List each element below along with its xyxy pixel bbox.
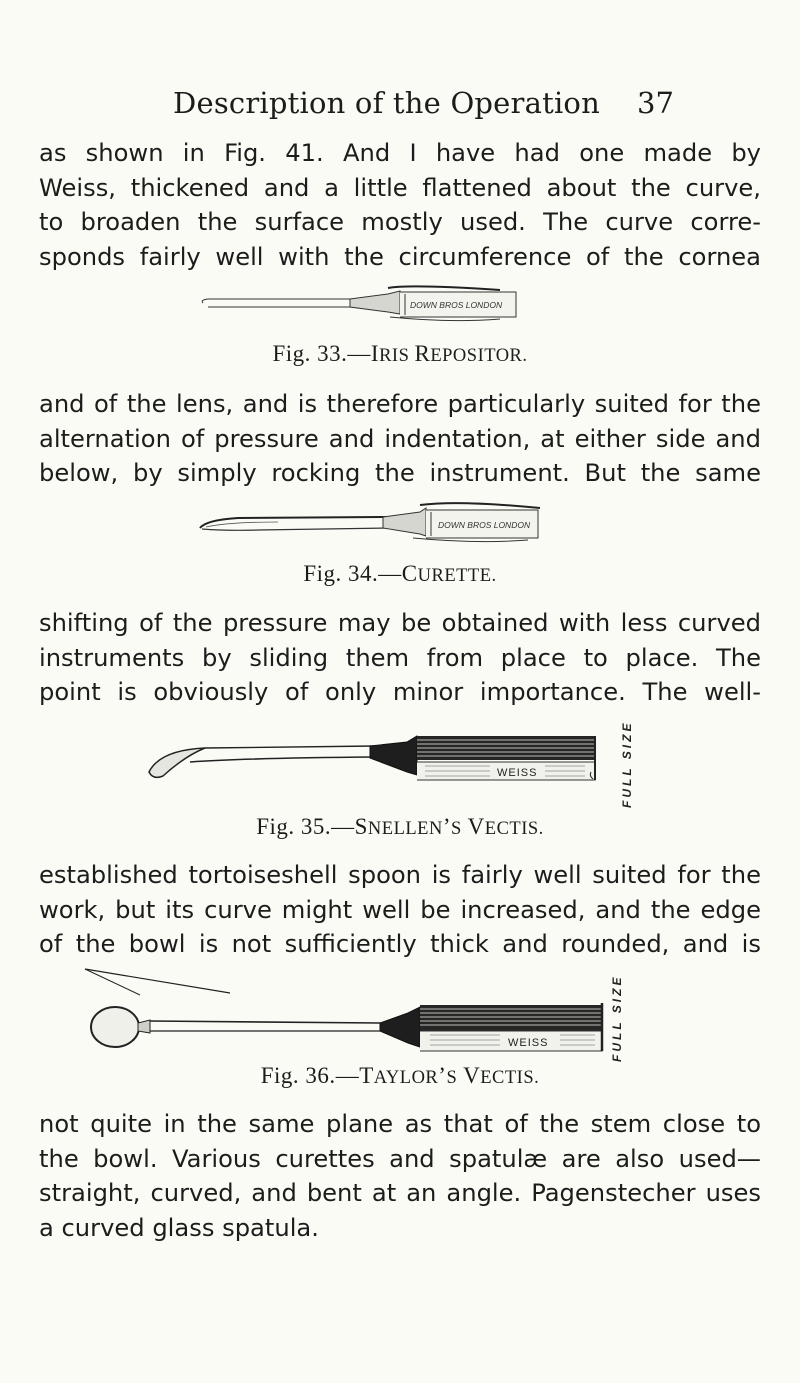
text-line: not quite in the same plane as that of the stem close to [39, 1110, 761, 1138]
paragraph-4 [39, 858, 761, 962]
paragraph-1 [39, 136, 761, 274]
text-line: alternation of pressure and indentation, at either side and [39, 424, 761, 453]
text-line: instruments by sliding them from place to place. The [39, 643, 761, 672]
text-line: work, but its curve might well be increased, and the edge [39, 895, 761, 924]
text-line: straight, curved, and bent at an angle. Pagenstecher uses [39, 1179, 761, 1207]
text-line: to broaden the surface mostly used. The curve corre- [39, 208, 761, 236]
paragraph-3 [39, 606, 761, 710]
taylors-vectis-drawing [80, 965, 620, 1065]
figure-33-illustration [200, 284, 520, 324]
figure-36-illustration [80, 965, 620, 1065]
text-line: as shown in Fig. 41. And I have had one made by [39, 139, 761, 167]
text-line: of the bowl is not sufficiently thick and rounded, and is [39, 930, 761, 958]
maker-mark: WEISS [497, 767, 538, 779]
figure-36-caption: Fig. 36.—TAYLOR’S VECTIS. [260, 1063, 540, 1088]
running-header [0, 86, 800, 136]
figure-33-caption: Fig. 33.—IRIS REPOSITOR. [272, 341, 528, 366]
text-line: sponds fairly well with the circumference of the cornea [39, 242, 761, 271]
curette-drawing [198, 500, 543, 544]
maker-mark: WEISS [508, 1037, 549, 1049]
maker-mark: DOWN BROS LONDON [438, 520, 531, 530]
figure-35-caption: Fig. 35.—SNELLEN’S VECTIS. [256, 814, 544, 839]
text-line: below, by simply rocking the instrument. But the same [39, 459, 761, 487]
running-title: Description of the Operation [173, 86, 600, 120]
full-size-note: FULL SIZE [620, 720, 634, 808]
snellens-vectis-drawing [145, 720, 615, 800]
text-line: a curved glass spatula. [39, 1213, 319, 1242]
iris-repositor-drawing [200, 284, 520, 324]
paragraph-5 [39, 1107, 761, 1245]
figure-34-caption: Fig. 34.—CURETTE. [303, 561, 497, 586]
figure-34-illustration [198, 500, 543, 544]
paragraph-2 [39, 387, 761, 491]
text-line: point is obviously of only minor importance. The well- [39, 678, 761, 706]
text-line: Weiss, thickened and a little flattened about the curve, [39, 173, 761, 202]
text-line: established tortoiseshell spoon is fairly well suited for the [39, 861, 761, 889]
maker-mark: DOWN BROS LONDON [410, 300, 503, 310]
text-line: shifting of the pressure may be obtained with less curved [39, 609, 761, 637]
full-size-note: FULL SIZE [610, 974, 624, 1062]
figure-35-illustration [145, 720, 615, 800]
page-number: 37 [637, 86, 674, 120]
text-line: the bowl. Various curettes and spatulæ are also used— [39, 1144, 761, 1173]
text-line: and of the lens, and is therefore particularly suited for the [39, 390, 761, 418]
